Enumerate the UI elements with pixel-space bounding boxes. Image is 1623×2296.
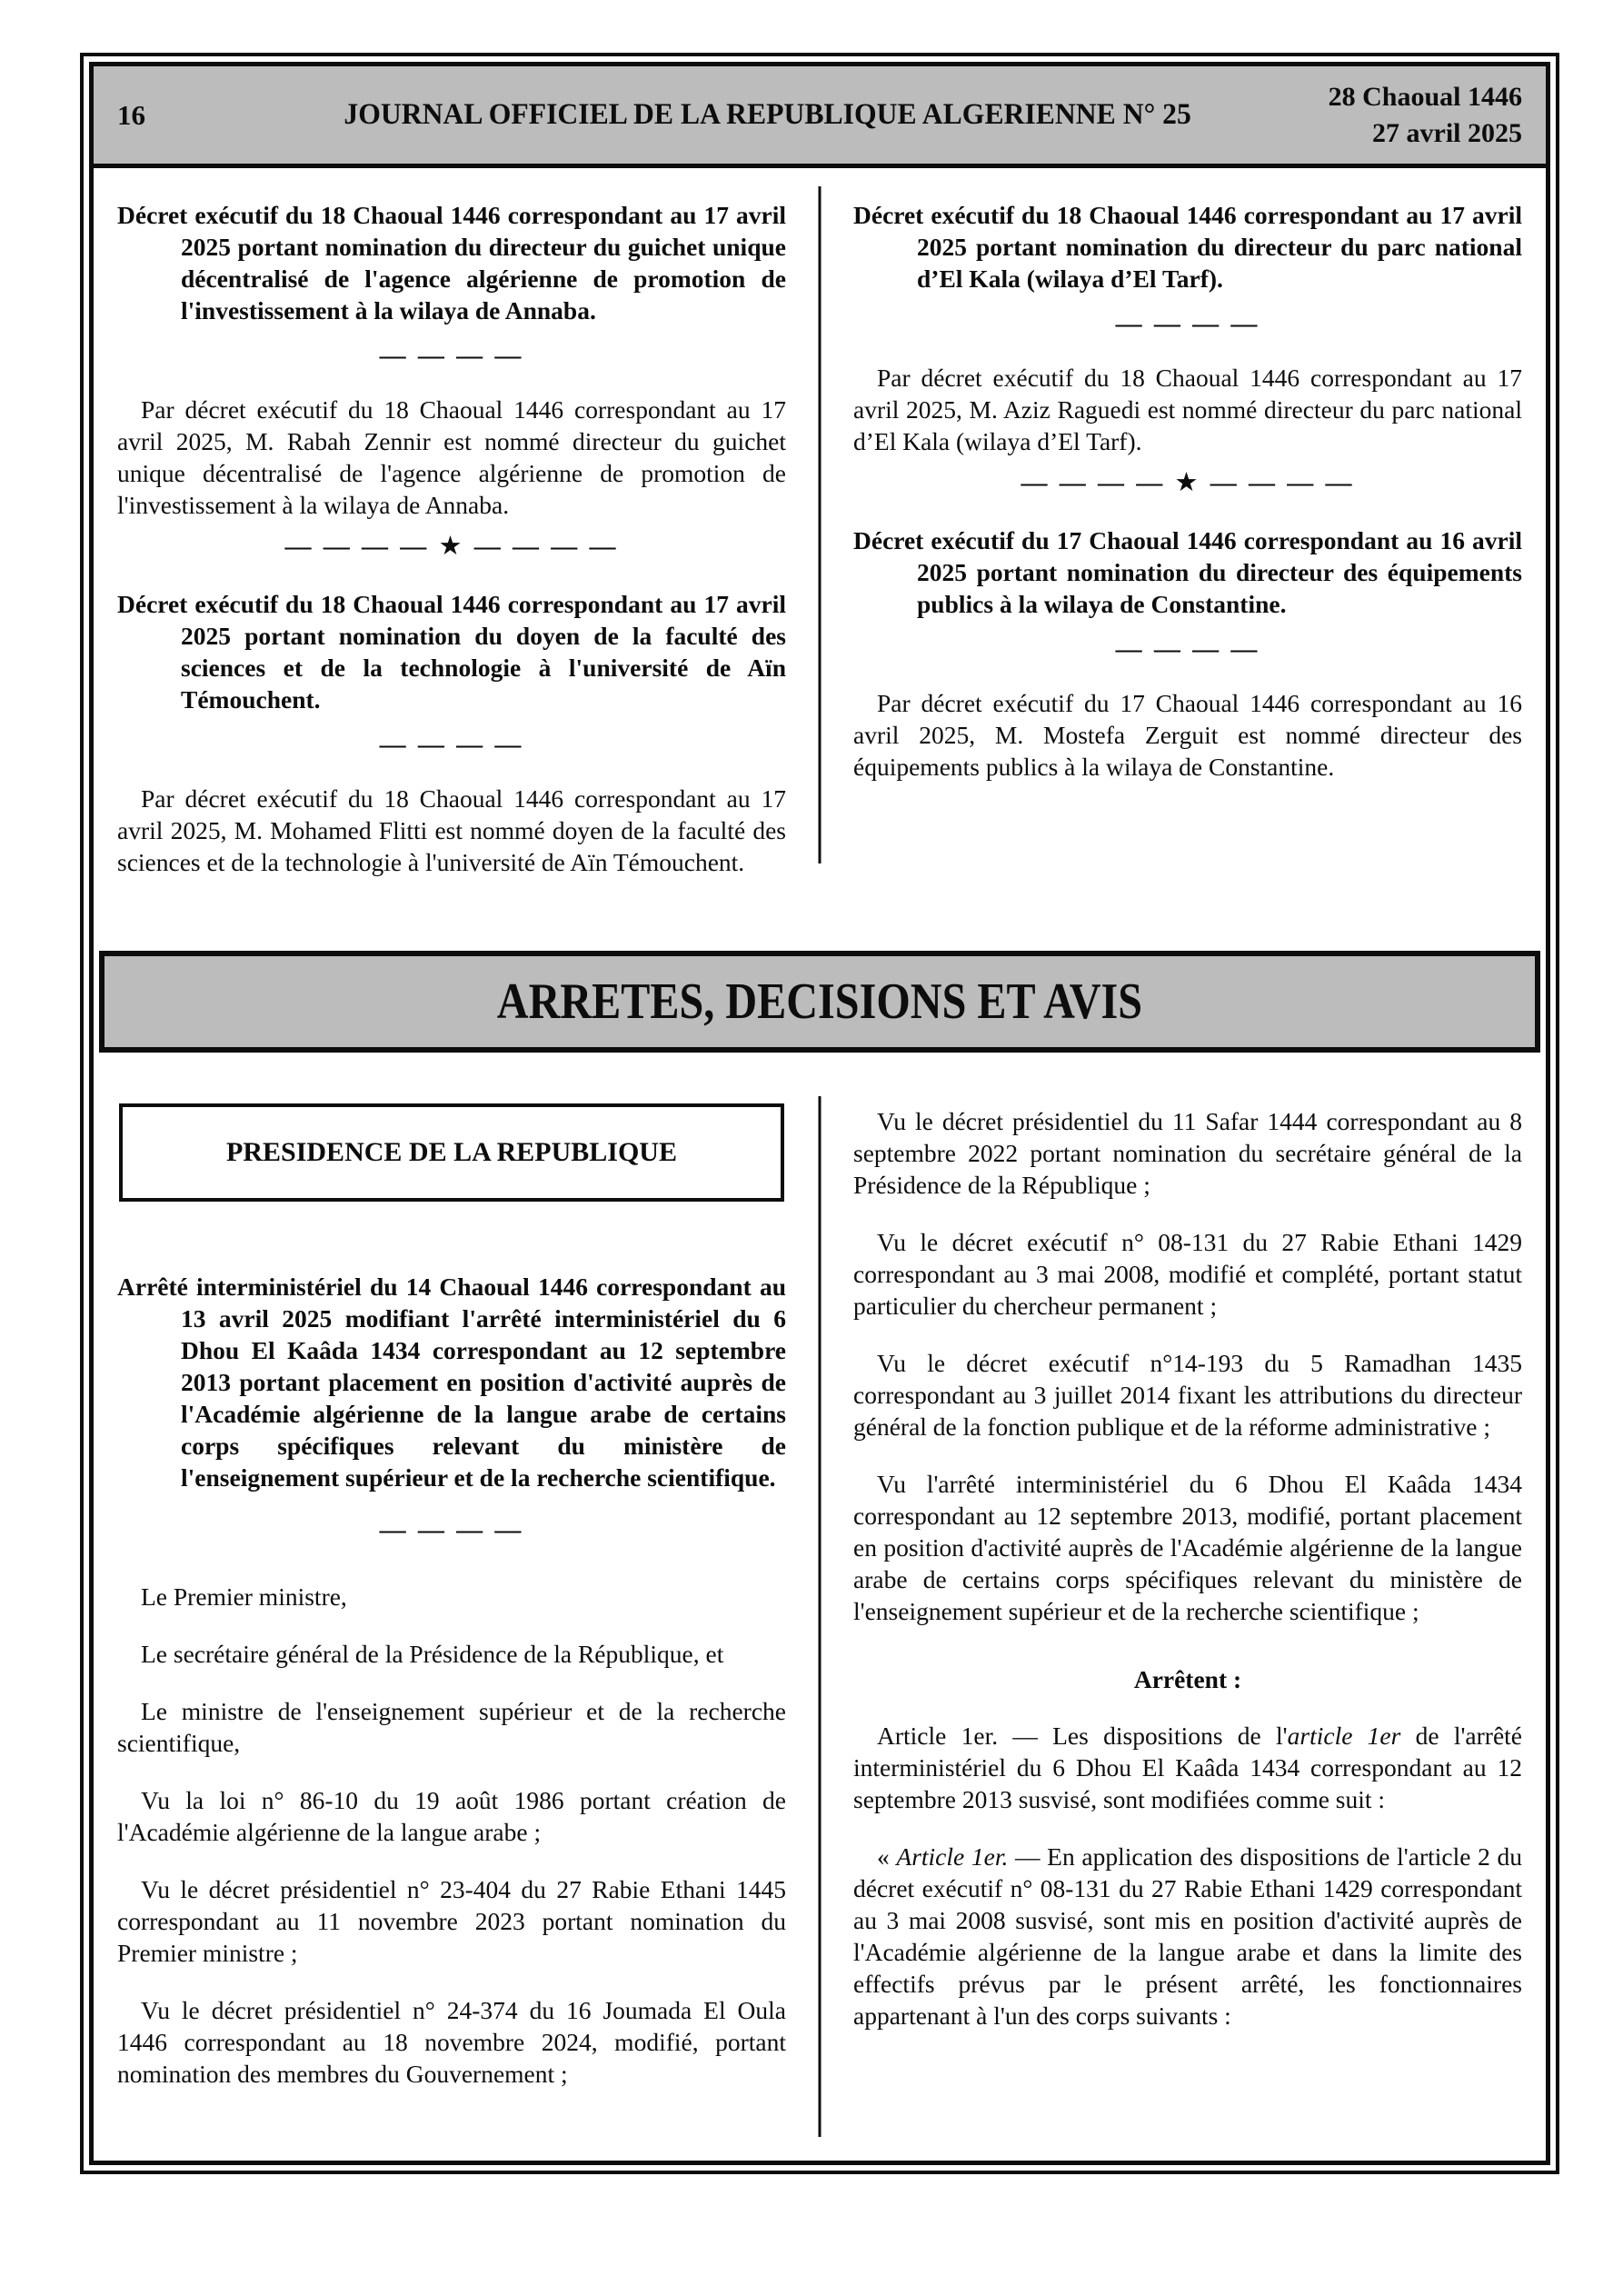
quote-paragraph: [853, 1841, 1522, 2031]
date-hijri: 28 Chaoual 1446: [1328, 81, 1522, 112]
column-divider-top: [819, 186, 821, 863]
quote-text-italic: Article 1er.: [896, 1842, 1009, 1871]
decree-heading: Décret exécutif du 18 Chaoual 1446 correspondant au 17 avril 2025 portant nomination du directeur du parc national d’El Kala (wilaya d’El Tarf).: [853, 201, 1522, 293]
dash-separator: — — — —: [379, 730, 524, 759]
decree-heading: Décret exécutif du 18 Chaoual 1446 correspondant au 17 avril 2025 portant nomination du directeur du guichet unique décentralisé de l'agence algérienne de promotion de l'investissement à la wilaya de Annaba.: [117, 201, 786, 324]
decree-block: [117, 199, 786, 561]
article-text-italic: article 1er: [1287, 1722, 1401, 1750]
header-band: [94, 66, 1546, 168]
decree-body: Par décret exécutif du 18 Chaoual 1446 correspondant au 17 avril 2025, M. Rabah Zennir est nommé directeur du guichet unique décentralisé de l'agence algérienne de promotion de l'investissement à la wilaya de Annaba.: [117, 395, 786, 519]
paragraph: Vu le décret présidentiel n° 23-404 du 27 Rabie Ethani 1445 correspondant au 11 novembre 2023 portant nomination du Premier ministre ;: [117, 1875, 786, 1967]
decree-block: [117, 588, 786, 878]
header-dates: [1281, 79, 1522, 152]
decree-block: [853, 524, 1522, 783]
dash-separator: — — — —: [379, 1515, 524, 1544]
dash-separator: — — — —: [1115, 634, 1260, 664]
arretent-heading: Arrêtent :: [1133, 1665, 1242, 1693]
paragraph: Le ministre de l'enseignement supérieur et de la recherche scientifique,: [117, 1697, 786, 1757]
decree-body: Par décret exécutif du 17 Chaoual 1446 correspondant au 16 avril 2025, M. Mostefa Zerguit est nommé directeur des équipements publics à la wilaya de Constantine.: [853, 689, 1522, 781]
lower-left-column: [117, 1083, 786, 2161]
arrete-heading: Arrêté interministériel du 14 Chaoual 1446 correspondant au 13 avril 2025 modifiant l'arrêté interministériel du 6 Dhou El Kaâda 1434 correspondant au 12 septembre 2013 portant placement en position d'activité auprès de l'Académie algérienne de la langue arabe de certains corps spécifiques relevant du ministère de l'enseignement supérieur et de la recherche scientifique.: [117, 1273, 786, 1492]
date-gregorian: 27 avril 2025: [1372, 117, 1522, 148]
page-frame-inner: [89, 62, 1550, 2165]
paragraph: Vu le décret présidentiel n° 24-374 du 16 Joumada El Oula 1446 correspondant au 18 novembre 2024, modifié, portant nomination des membres du Gouvernement ;: [117, 1996, 786, 2088]
article-text-suffix: de l'arrêté interministériel du 6 Dhou El Kaâda 1434 correspondant au 12 septembre 2013 susvisé, sont modifiées comme suit :: [853, 1722, 1523, 1813]
decree-block: [853, 199, 1522, 497]
journal-title-text: JOURNAL OFFICIEL DE LA REPUBLIQUE ALGERIENNE N° 25: [344, 98, 1191, 131]
decree-heading: Décret exécutif du 17 Chaoual 1446 correspondant au 16 avril 2025 portant nomination du directeur des équipements publics à la wilaya de Constantine.: [853, 526, 1522, 618]
article-text-prefix: Article 1er. — Les dispositions de l': [877, 1722, 1288, 1750]
ministry-title: PRESIDENCE DE LA REPUBLIQUE: [226, 1137, 677, 1167]
paragraph: Vu le décret présidentiel du 11 Safar 1444 correspondant au 8 septembre 2022 portant nomination du secrétaire général de la Présidence de la République ;: [853, 1107, 1522, 1199]
paragraph: Vu la loi n° 86-10 du 19 août 1986 portant création de l'Académie algérienne de la langue arabe ;: [117, 1786, 786, 1846]
article-paragraph: [853, 1720, 1522, 1815]
column-divider-bottom: [819, 1096, 821, 2137]
ministry-box: [119, 1103, 784, 1202]
paragraph: Le secrétaire général de la Présidence de la République, et: [141, 1640, 724, 1668]
star-separator: — — — — ★ — — — —: [284, 532, 619, 561]
journal-title: [254, 98, 1281, 132]
dash-separator: — — — —: [379, 341, 524, 370]
dash-separator: — — — —: [1115, 309, 1260, 338]
top-left-column: [117, 199, 786, 905]
paragraph: Vu le décret exécutif n° 08-131 du 27 Rabie Ethani 1429 correspondant au 3 mai 2008, modifié et complété, portant statut particulier du chercheur permanent ;: [853, 1228, 1522, 1320]
quote-text-suffix: — En application des dispositions de l'article 2 du décret exécutif n° 08-131 du 27 Rabie Ethani 1429 correspondant au 3 mai 2008 susvisé, sont mis en position d'activité auprès de l'Académie algérienne de la langue arabe et dans la limite des effectifs prévus par le présent arrêté, les fonctionnaires appartenant à l'un des corps suivants :: [853, 1842, 1522, 2030]
page-frame-outer: [80, 53, 1559, 2174]
top-right-column: [853, 199, 1522, 905]
section-banner: [99, 951, 1540, 1053]
decree-body: Par décret exécutif du 18 Chaoual 1446 correspondant au 17 avril 2025, M. Aziz Raguedi est nommé directeur du parc national d’El Kala (wilaya d’El Tarf).: [853, 364, 1522, 455]
lower-right-column: [853, 1083, 1522, 2161]
decree-body: Par décret exécutif du 18 Chaoual 1446 correspondant au 17 avril 2025, M. Mohamed Flitti est nommé doyen de la faculté des sciences et de la technologie à l'université de Aïn Témouchent.: [117, 784, 786, 876]
paragraph: Le Premier ministre,: [141, 1582, 347, 1611]
paragraph: Vu l'arrêté interministériel du 6 Dhou El Kaâda 1434 correspondant au 12 septembre 2013, modifié, portant placement en position d'activité auprès de l'Académie algérienne de la langue arabe de certains corps spécifiques relevant du ministère de l'enseignement supérieur et de la recherche scientifique ;: [853, 1470, 1522, 1625]
page-number: 16: [117, 98, 145, 131]
top-section: [117, 168, 1522, 905]
banner-title: ARRETES, DECISIONS ET AVIS: [496, 973, 1143, 1030]
quote-text-prefix: «: [877, 1842, 897, 1871]
star-separator: — — — — ★ — — — —: [1021, 468, 1355, 497]
paragraph: Vu le décret exécutif n°14-193 du 5 Ramadhan 1435 correspondant au 3 juillet 2014 fixant les attributions du directeur général de la fonction publique et de la réforme administrative ;: [853, 1349, 1522, 1441]
page-body: [94, 168, 1546, 2161]
decree-heading: Décret exécutif du 18 Chaoual 1446 correspondant au 17 avril 2025 portant nomination du doyen de la faculté des sciences et de la technologie à l'université de Aïn Témouchent.: [117, 590, 786, 714]
lower-section: [117, 1076, 1522, 2161]
